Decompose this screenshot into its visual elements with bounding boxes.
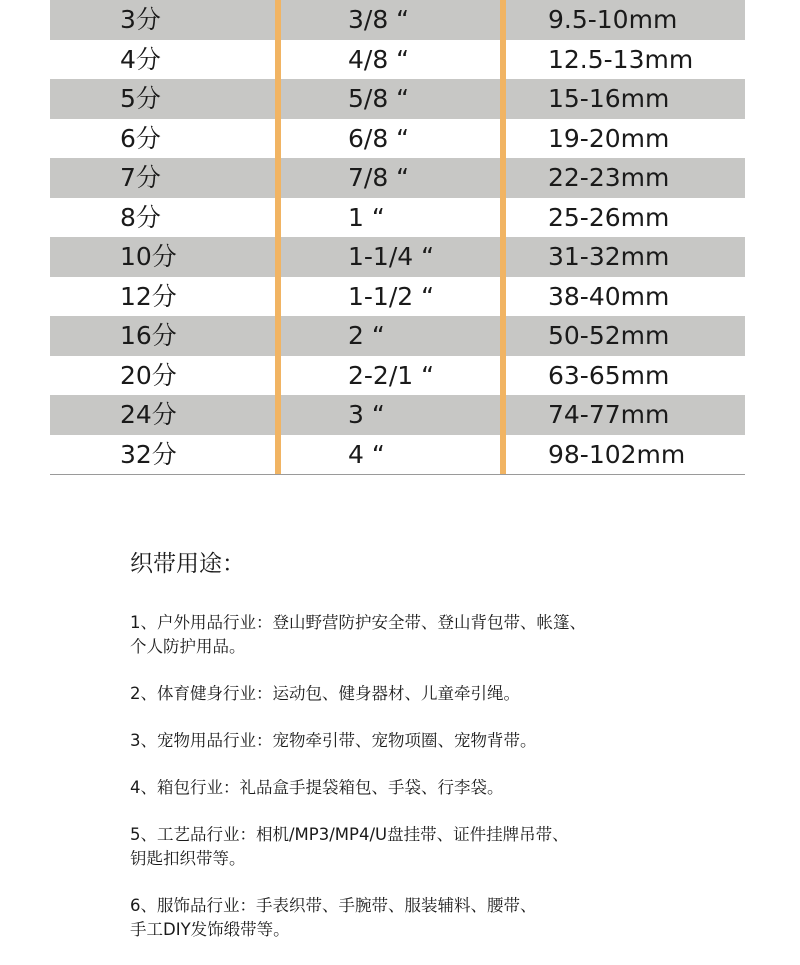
uses-list <box>130 611 690 942</box>
mm-cell: 12.5-13mm <box>548 44 694 74</box>
fen-cell: 12分 <box>120 281 177 311</box>
inch-cell: 2 “ <box>348 321 385 350</box>
column-divider <box>500 0 506 474</box>
inch-cell: 1 “ <box>348 202 385 232</box>
table-row <box>50 0 745 40</box>
table-row <box>50 356 745 396</box>
list-item: 1、户外用品行业：登山野营防护安全带、登山背包带、帐篷、 个人防护用品。 <box>130 613 586 656</box>
list-item: 6、服饰品行业：手表织带、手腕带、服装辅料、腰带、 手工DIY发饰缎带等。 <box>130 896 537 939</box>
list-item: 5、工艺品行业：相机/MP3/MP4/U盘挂带、证件挂牌吊带、 钥匙扣织带等。 <box>130 825 569 868</box>
fen-cell: 4分 <box>120 44 161 74</box>
inch-cell: 4 “ <box>348 439 385 469</box>
mm-cell: 31-32mm <box>548 242 670 271</box>
fen-cell: 10分 <box>120 242 177 271</box>
mm-cell: 15-16mm <box>548 84 670 113</box>
table-row <box>50 119 745 159</box>
inch-cell: 4/8 “ <box>348 44 410 74</box>
list-item: 2、体育健身行业：运动包、健身器材、儿童牵引绳。 <box>130 684 520 703</box>
mm-cell: 9.5-10mm <box>548 5 678 34</box>
table-row <box>50 158 745 198</box>
inch-cell: 2-2/1 “ <box>348 360 435 390</box>
fen-cell: 7分 <box>120 163 161 192</box>
fen-cell: 32分 <box>120 439 177 469</box>
mm-cell: 38-40mm <box>548 281 670 311</box>
inch-cell: 3 “ <box>348 400 385 429</box>
inch-cell: 1-1/2 “ <box>348 281 435 311</box>
mm-cell: 50-52mm <box>548 321 670 350</box>
mm-cell: 63-65mm <box>548 360 670 390</box>
table-row <box>50 237 745 277</box>
mm-cell: 19-20mm <box>548 123 670 153</box>
fen-cell: 20分 <box>120 360 177 390</box>
size-table <box>50 0 745 474</box>
inch-cell: 1-1/4 “ <box>348 242 435 271</box>
fen-cell: 8分 <box>120 202 161 232</box>
table-bottom-border <box>50 474 745 475</box>
table-row <box>50 79 745 119</box>
column-divider <box>275 0 281 474</box>
list-item: 3、宠物用品行业：宠物牵引带、宠物项圈、宠物背带。 <box>130 731 537 750</box>
list-item: 4、箱包行业：礼品盒手提袋箱包、手袋、行李袋。 <box>130 778 504 797</box>
inch-cell: 5/8 “ <box>348 84 410 113</box>
inch-cell: 7/8 “ <box>348 163 410 192</box>
fen-cell: 16分 <box>120 321 177 350</box>
mm-cell: 25-26mm <box>548 202 670 232</box>
fen-cell: 5分 <box>120 84 161 113</box>
table-row <box>50 316 745 356</box>
table-row <box>50 40 745 80</box>
inch-cell: 6/8 “ <box>348 123 410 153</box>
uses-title: 织带用途： <box>130 551 245 577</box>
mm-cell: 98-102mm <box>548 439 686 469</box>
table-row <box>50 395 745 435</box>
table-row <box>50 435 745 475</box>
webbing-uses-section <box>130 547 690 965</box>
mm-cell: 22-23mm <box>548 163 670 192</box>
fen-cell: 3分 <box>120 5 161 34</box>
mm-cell: 74-77mm <box>548 400 670 429</box>
fen-cell: 6分 <box>120 123 161 153</box>
fen-cell: 24分 <box>120 400 177 429</box>
table-row <box>50 277 745 317</box>
table-row <box>50 198 745 238</box>
inch-cell: 3/8 “ <box>348 5 410 34</box>
